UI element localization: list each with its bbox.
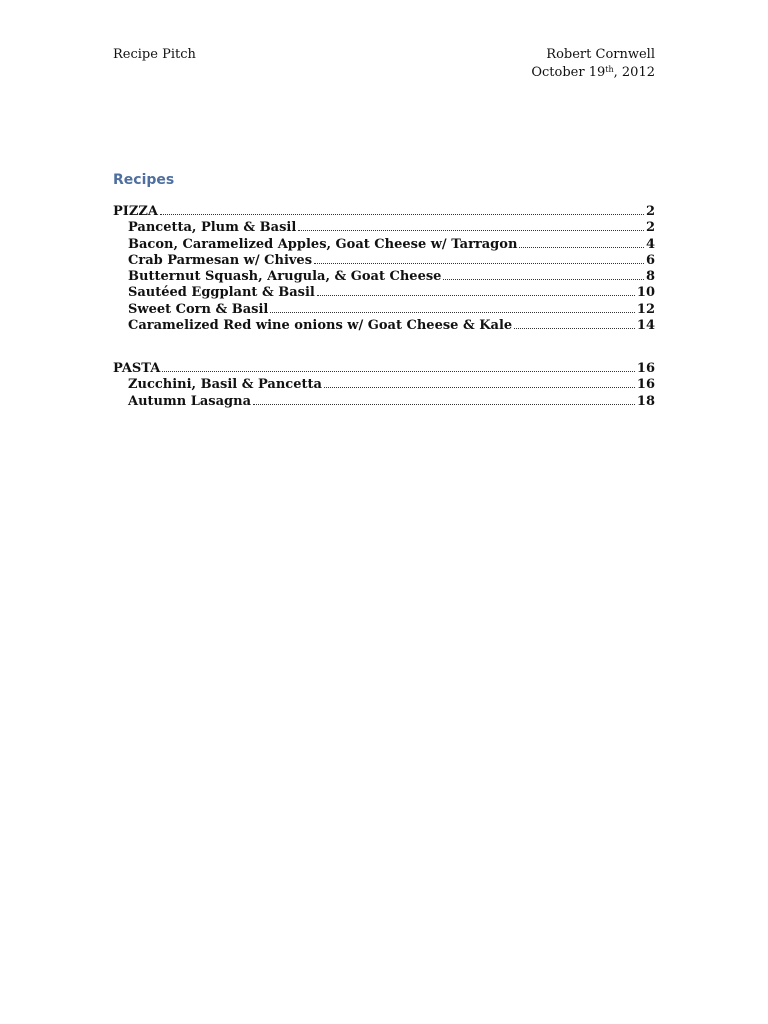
toc-entry-autumn-lasagna[interactable] (113, 394, 655, 410)
toc-page-number: 14 (636, 318, 655, 334)
toc-page-number: 12 (636, 301, 655, 317)
toc-entry-pancetta-plum-basil[interactable] (113, 220, 655, 236)
toc-dot-leader (514, 328, 635, 329)
toc-page-number: 16 (636, 377, 655, 393)
toc-entry-sauteed-eggplant[interactable] (113, 285, 655, 301)
toc-page-number: 2 (645, 220, 655, 236)
toc-dot-leader (519, 247, 644, 248)
toc-section-pizza (113, 204, 655, 334)
toc-dot-leader (317, 295, 635, 296)
toc-page-number: 18 (636, 393, 655, 409)
toc-entry-butternut-squash[interactable] (113, 269, 655, 285)
date-prefix: October 19 (531, 65, 606, 80)
toc-entry-label: PIZZA (113, 204, 158, 219)
toc-dot-leader (314, 263, 644, 264)
document-date (531, 64, 655, 82)
toc-dot-leader (324, 387, 635, 388)
toc-dot-leader (253, 404, 635, 405)
toc-entry-label: Bacon, Caramelized Apples, Goat Cheese w/ Tarragon (128, 236, 518, 252)
toc-page-number: 10 (636, 285, 655, 301)
toc-page-number: 2 (645, 204, 655, 219)
toc-dot-leader (162, 371, 635, 372)
date-year: , 2012 (613, 65, 655, 80)
toc-entry-zucchini-basil-pancetta[interactable] (113, 377, 655, 393)
author-date-block (531, 46, 655, 82)
toc-entry-label: Pancetta, Plum & Basil (128, 220, 297, 236)
date-ordinal-suffix: th (605, 65, 614, 74)
author-name: Robert Cornwell (546, 47, 655, 62)
toc-entry-caramelized-onions[interactable] (113, 318, 655, 334)
toc-entry-label: Caramelized Red wine onions w/ Goat Cheese & Kale (128, 318, 513, 334)
toc-entry-crab-parmesan[interactable] (113, 253, 655, 269)
toc-dot-leader (443, 279, 644, 280)
toc-entry-label: Autumn Lasagna (128, 393, 251, 409)
toc-entry-label: Zucchini, Basil & Pancetta (128, 377, 322, 393)
toc-entry-label: Crab Parmesan w/ Chives (128, 252, 313, 268)
toc-heading: Recipes (113, 172, 175, 188)
toc-entry-pasta[interactable] (113, 361, 655, 377)
toc-entry-label: Sweet Corn & Basil (128, 301, 269, 317)
toc-page-number: 16 (636, 361, 655, 376)
toc-page-number: 8 (645, 269, 655, 285)
document-title: Recipe Pitch (113, 47, 196, 62)
toc-entry-bacon-apples-goat-cheese[interactable] (113, 237, 655, 253)
toc-page-number: 4 (645, 236, 655, 252)
toc-section-pasta (113, 361, 655, 410)
toc-entry-label: PASTA (113, 361, 161, 376)
toc-page-number: 6 (645, 252, 655, 268)
toc-entry-sweet-corn[interactable] (113, 302, 655, 318)
toc-dot-leader (270, 312, 635, 313)
toc-entry-label: Butternut Squash, Arugula, & Goat Cheese (128, 269, 442, 285)
toc-dot-leader (298, 230, 644, 231)
toc-dot-leader (160, 214, 644, 215)
toc-entry-label: Sautéed Eggplant & Basil (128, 285, 315, 301)
toc-entry-pizza[interactable] (113, 204, 655, 220)
